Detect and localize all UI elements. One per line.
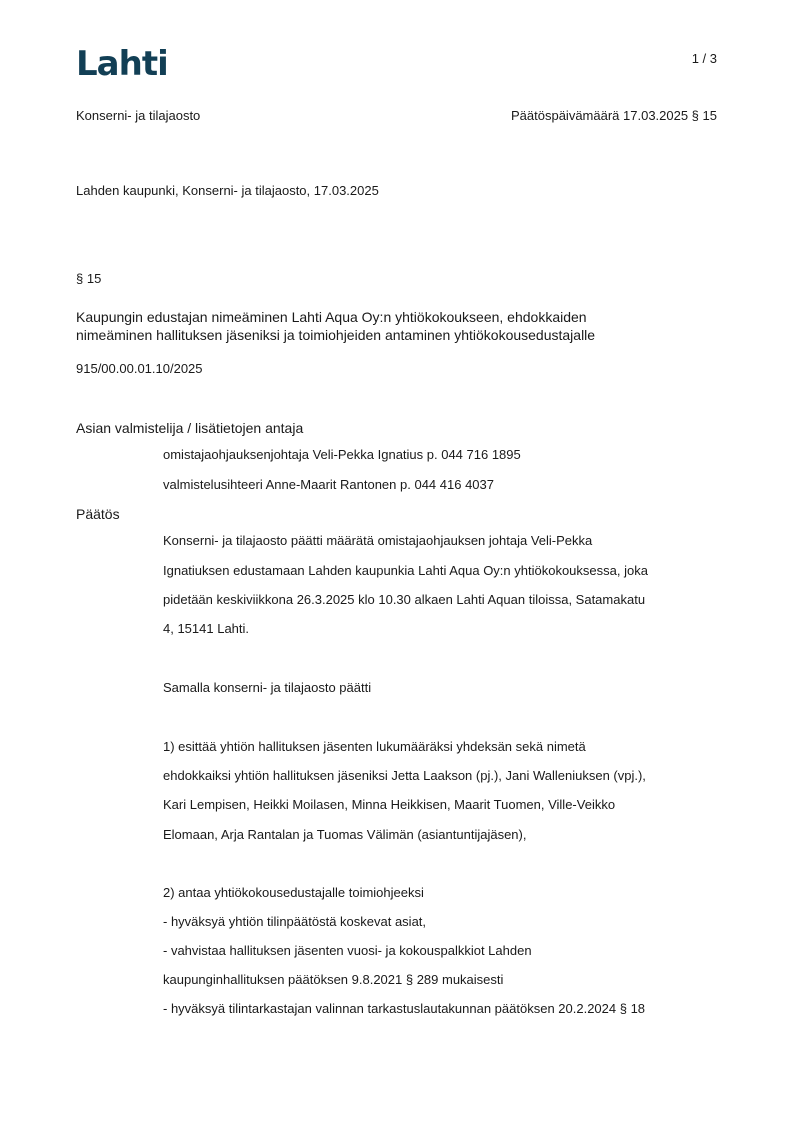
page-number: 1 / 3 bbox=[691, 51, 717, 66]
decision-line: - hyväksyä yhtiön tilinpäätöstä koskevat asiat, bbox=[163, 914, 427, 929]
decision-line: Konserni- ja tilajaosto päätti määrätä omistajaohjauksen johtaja Veli-Pekka bbox=[163, 533, 593, 548]
title-line: Kaupungin edustajan nimeäminen Lahti Aqua Oy:n yhtiökokoukseen, ehdokkaiden bbox=[76, 309, 587, 325]
committee-name: Konserni- ja tilajaosto bbox=[76, 108, 201, 123]
title-line: nimeäminen hallituksen jäseniksi ja toimiohjeiden antaminen yhtiökokousedustajalle bbox=[76, 327, 596, 343]
decision-line: pidetään keskiviikkona 26.3.2025 klo 10.30 alkaen Lahti Aquan tiloissa, Satamakatu bbox=[163, 592, 646, 607]
decision-line: - vahvistaa hallituksen jäsenten vuosi- ja kokouspalkkiot Lahden bbox=[163, 943, 532, 958]
decision-line: ehdokkaiksi yhtiön hallituksen jäseniksi Jetta Laakson (pj.), Jani Walleniuksen (vpj.), bbox=[163, 768, 646, 783]
decision-line: 2) antaa yhtiökokousedustajalle toimiohjeeksi bbox=[163, 885, 424, 900]
decision-line: 4, 15141 Lahti. bbox=[163, 621, 250, 636]
preparer-line: valmistelusihteeri Anne-Maarit Rantonen p. 044 416 4037 bbox=[163, 477, 494, 492]
decision-line: kaupunginhallituksen päätöksen 9.8.2021 § 289 mukaisesti bbox=[163, 972, 504, 987]
decision-line: 1) esittää yhtiön hallituksen jäsenten lukumääräksi yhdeksän sekä nimetä bbox=[163, 739, 586, 754]
section-number: § 15 bbox=[76, 271, 102, 286]
preparer-heading: Asian valmistelija / lisätietojen antaja bbox=[76, 420, 304, 436]
decision-line: Ignatiuksen edustamaan Lahden kaupunkia Lahti Aqua Oy:n yhtiökokouksessa, joka bbox=[163, 563, 648, 578]
decision-line: Elomaan, Arja Rantalan ja Tuomas Välimän (asiantuntijajäsen), bbox=[163, 827, 527, 842]
decision-heading: Päätös bbox=[76, 506, 120, 522]
document-title bbox=[76, 308, 726, 344]
diary-number: 915/00.00.01.10/2025 bbox=[76, 361, 203, 376]
decision-line: - hyväksyä tilintarkastajan valinnan tarkastuslautakunnan päätöksen 20.2.2024 § 18 bbox=[163, 1001, 646, 1016]
preparer-line: omistajaohjauksenjohtaja Veli-Pekka Ignatius p. 044 716 1895 bbox=[163, 447, 521, 462]
decision-date: Päätöspäivämäärä 17.03.2025 § 15 bbox=[511, 108, 717, 123]
decision-line: Samalla konserni- ja tilajaosto päätti bbox=[163, 680, 372, 695]
meeting-info: Lahden kaupunki, Konserni- ja tilajaosto, 17.03.2025 bbox=[76, 183, 379, 198]
decision-line: Kari Lempisen, Heikki Moilasen, Minna Heikkisen, Maarit Tuomen, Ville-Veikko bbox=[163, 797, 616, 812]
lahti-logo: Lahti bbox=[76, 44, 168, 84]
